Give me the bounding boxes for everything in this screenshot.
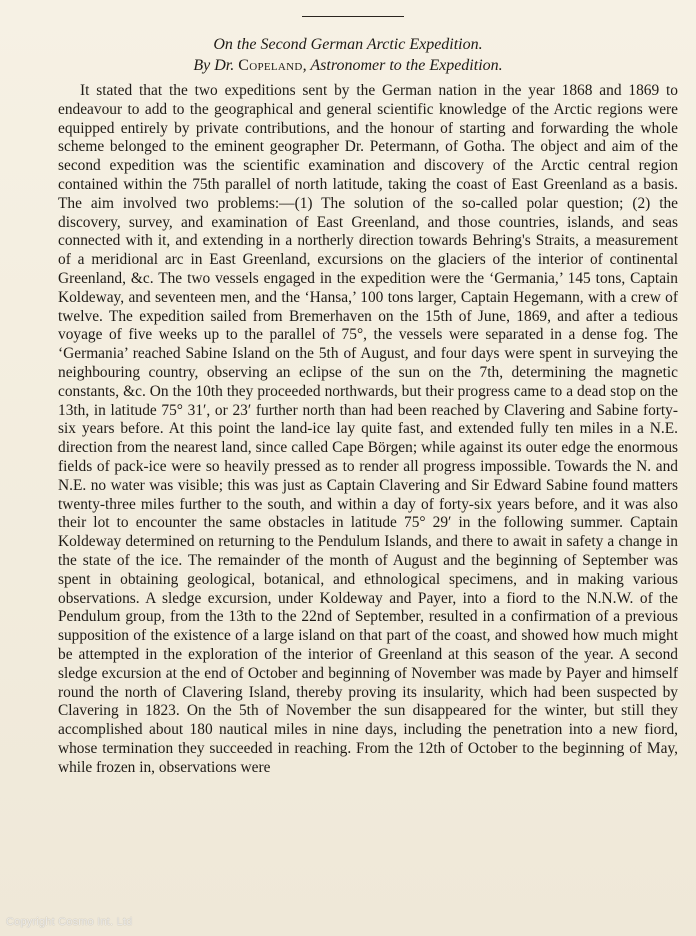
byline-suffix: , Astronomer to the Expedition. [302, 57, 503, 74]
byline-prefix: By Dr. [193, 57, 239, 74]
header-rule [302, 16, 404, 17]
article-byline [0, 57, 696, 75]
copyright-watermark: Copyright Cosmo Int. Ltd [6, 916, 133, 928]
author-name: Copeland [238, 57, 303, 74]
article-body: It stated that the two expeditions sent by the German nation in the year 1868 and 1869 to endeavour to add to the geographical and general scientific knowledge of the Arctic regions were equipped entirely by private contributions, and the honour of starting and forwarding the whole scheme belonged to the eminent geographer Dr. Petermann, of Gotha. The object and aim of the second expedition was the scientific examination and discovery of the Arctic central region contained within the 75th parallel of north latitude, taking the coast of East Greenland as a basis. The aim involved two problems:—(1) The solution of the so-called polar question; (2) the discovery, survey, and examination of East Greenland, and those countries, islands, and seas connected with it, and extending in a northerly direction towards Behring's Straits, a measurement of a meridional arc in East Greenland, excursions on the glaciers of the interior of continental Greenland, &c. The two vessels engaged in the expedition were the ‘Germania,’ 145 tons, Captain Koldeway, and seventeen men, and the ‘Hansa,’ 100 tons larger, Captain Hegemann, with a crew of twelve. The expedition sailed from Bremerhaven on the 15th of June, 1869, and after a tedious voyage of five weeks up to the parallel of 75°, the vessels were separated in a dense fog. The ‘Germania’ reached Sabine Island on the 5th of August, and four days were spent in surveying the neighbouring country, observing an eclipse of the sun on the 7th, determining the magnetic constants, &c. On the 10th they proceeded northwards, but their progress came to a dead stop on the 13th, in latitude 75° 31′, or 23′ further north than had been reached by Clavering and Sabine forty-six years before. At this point the land-ice lay quite fast, and extended fully ten miles in a N.E. direction from the nearest land, since called Cape Börgen; while against its outer edge the enormous fields of pack-ice were so heavily pressed as to render all progress impossible. Towards the N. and N.E. no water was visible; this was just as Captain Clavering and Sir Edward Sabine found matters twenty-three miles further to the south, and within a day of forty-six years before, and it was also their lot to encounter the same obstacles in latitude 75° 29′ in the following summer. Captain Koldeway determined on returning to the Pendulum Islands, and there to await in safety a change in the state of the ice. The remainder of the month of August and the beginning of September was spent in obtaining geological, botanical, and ethnological specimens, and in making various observations. A sledge excursion, under Koldeway and Payer, into a fiord to the N.N.W. of the Pendulum group, from the 13th to the 22nd of September, resulted in a confirmation of a previous supposition of the existence of a large island on that part of the coast, and showed how much might be attempted in the exploration of the interior of Greenland at this season of the year. A second sledge excursion at the end of October and beginning of November was made by Payer and himself round the north of Clavering Island, thereby proving its insularity, which had been suspected by Clavering in 1823. On the 5th of November the sun disappeared for the winter, but still they accomplished about 180 nautical miles in nine days, including the penetration into a new fiord, whose termination they succeeded in reaching. From the 12th of October to the beginning of May, while frozen in, observations were [58, 82, 678, 776]
article-title: On the Second German Arctic Expedition. [213, 36, 483, 53]
